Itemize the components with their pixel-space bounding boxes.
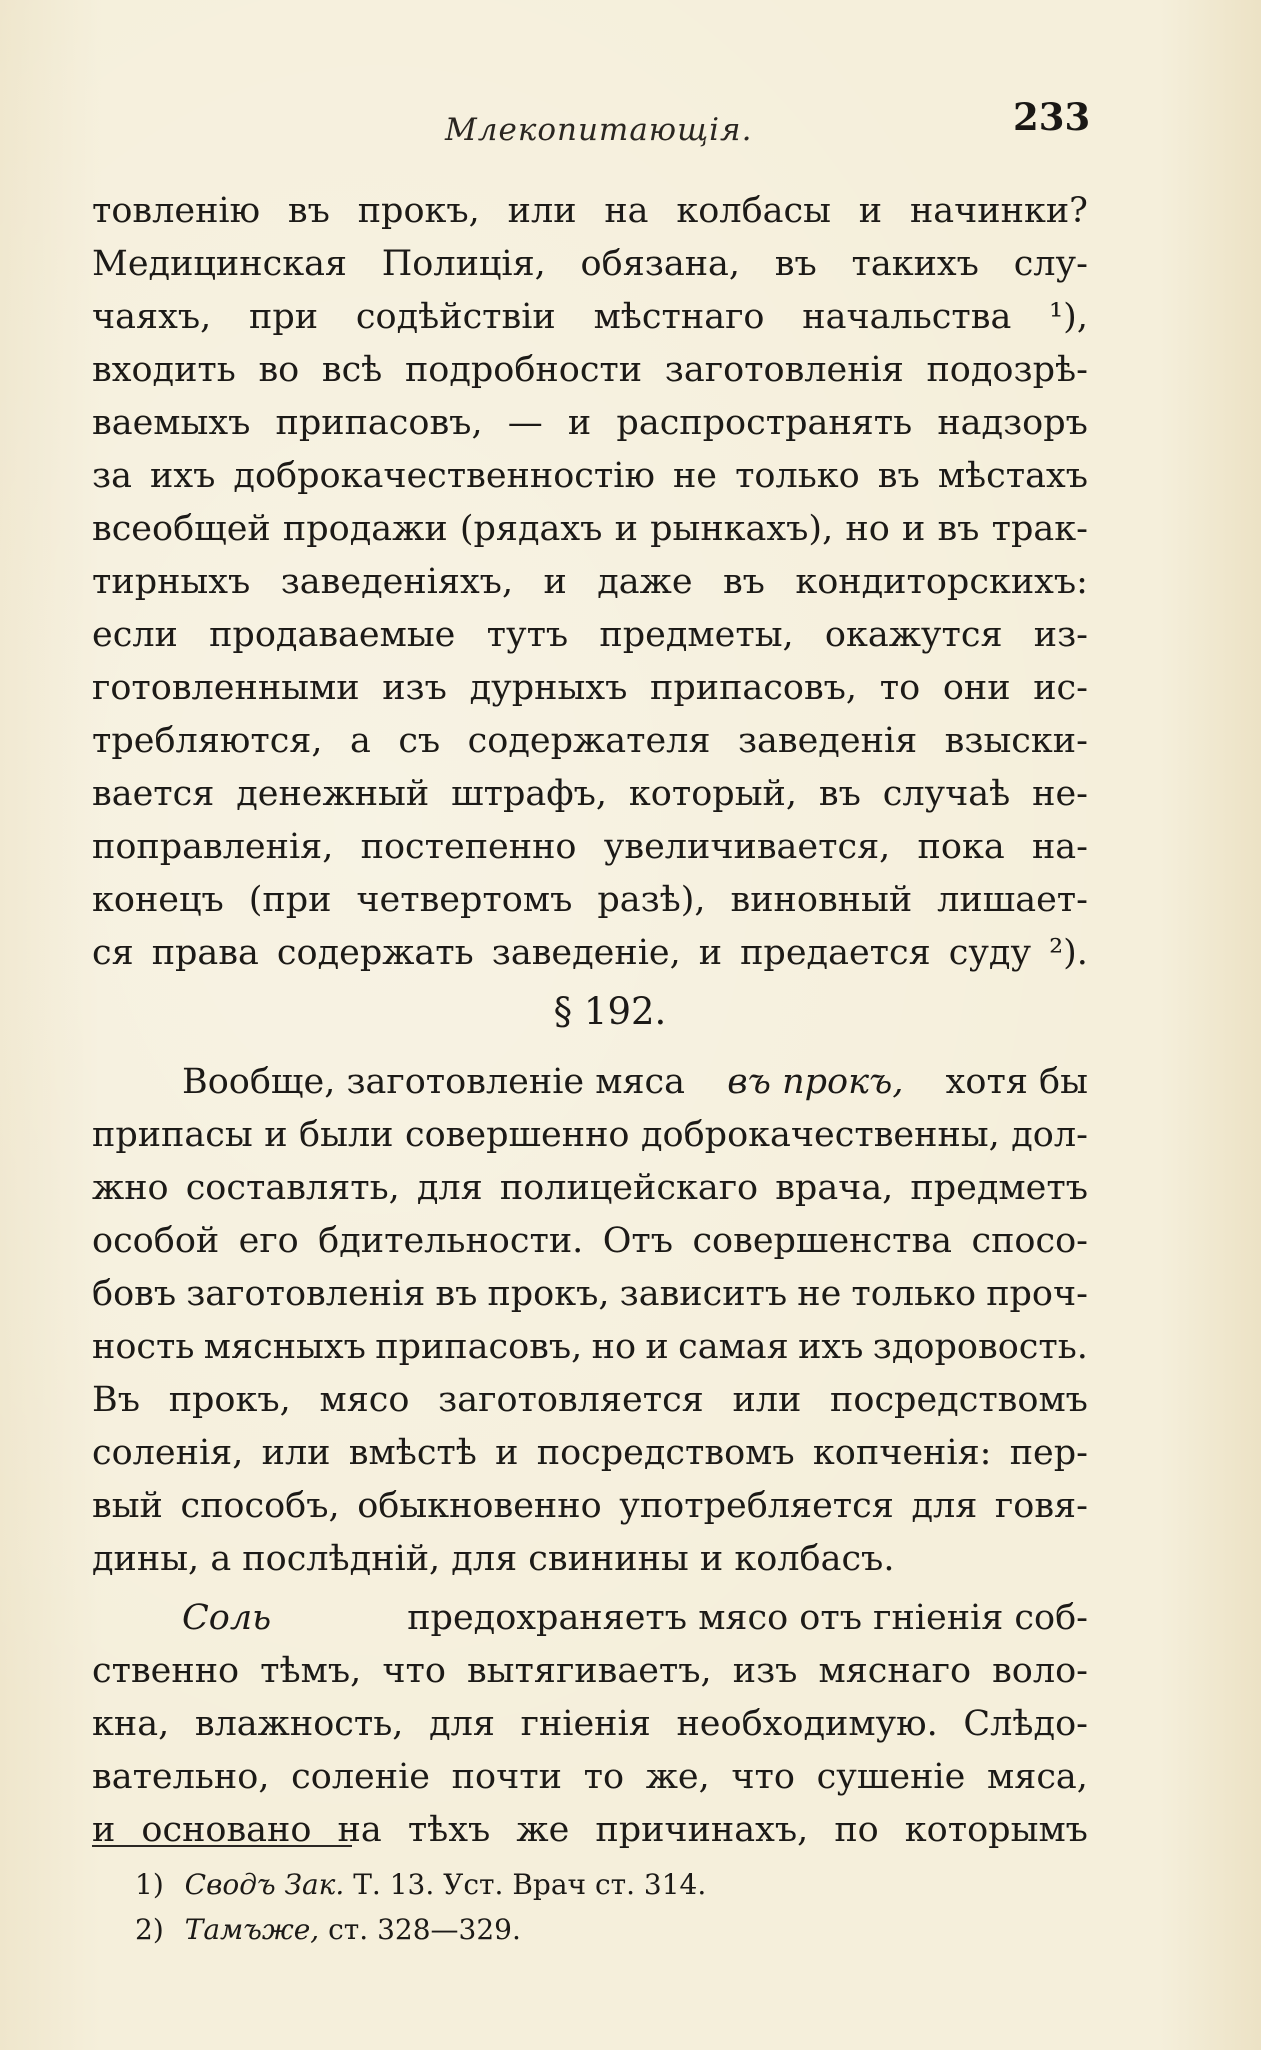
word: ся xyxy=(92,933,134,973)
word: не xyxy=(797,1274,842,1314)
word: но xyxy=(845,509,890,549)
word: предметъ xyxy=(910,1168,1088,1208)
text-line xyxy=(92,768,1088,821)
word: съ xyxy=(398,721,441,761)
word: колбасы xyxy=(676,191,831,231)
word: пер- xyxy=(1009,1433,1088,1473)
word: подробности xyxy=(404,350,643,390)
word: соленіе xyxy=(291,1757,430,1797)
footnote-text: ст. 328—329. xyxy=(328,1913,521,1946)
word: ¹), xyxy=(1049,297,1088,337)
word: въ xyxy=(937,509,980,549)
word: подозрѣ- xyxy=(926,350,1088,390)
word: поправленія, xyxy=(92,827,334,867)
footnote-1 xyxy=(135,1862,935,1907)
word: посредствомъ xyxy=(536,1433,795,1473)
word: же, xyxy=(645,1757,710,1797)
word: чаяхъ, xyxy=(92,297,212,337)
word: продаваемые xyxy=(209,615,456,655)
word: — xyxy=(507,403,543,443)
text-line xyxy=(92,715,1088,768)
word: только xyxy=(735,456,860,496)
word: при xyxy=(249,297,319,337)
word: распространять xyxy=(616,403,913,443)
word: дурныхъ xyxy=(469,668,628,708)
word: необходимую. xyxy=(676,1704,938,1744)
word: воло- xyxy=(992,1651,1088,1691)
running-head: Млекопитающія. xyxy=(445,112,753,148)
word: товленію xyxy=(92,191,261,231)
word: прокъ, xyxy=(487,1274,610,1314)
word: совершенства xyxy=(692,1221,953,1261)
word: и xyxy=(858,191,883,231)
word: а xyxy=(349,721,371,761)
word: были xyxy=(299,1115,394,1155)
word: ность xyxy=(92,1327,195,1367)
word: и xyxy=(698,933,723,973)
word: изъ xyxy=(382,668,447,708)
word: такихъ xyxy=(851,244,979,284)
word: мяса, xyxy=(987,1757,1088,1797)
word: мясо xyxy=(319,1380,410,1420)
text-line xyxy=(92,185,1088,238)
word: тѣмъ, xyxy=(260,1651,362,1691)
word: окажутся xyxy=(824,615,1003,655)
word: полицейскаго xyxy=(499,1168,759,1208)
text-line xyxy=(92,397,1088,450)
word: всеобщей xyxy=(92,509,271,549)
word: ²). xyxy=(1049,933,1088,973)
word: лишает- xyxy=(937,880,1088,920)
text-line xyxy=(92,1645,1088,1698)
text-line xyxy=(92,1268,1088,1321)
word: тѣхъ xyxy=(407,1810,491,1850)
text-line xyxy=(92,450,1088,503)
word: бовъ xyxy=(92,1274,177,1314)
word: гніенія xyxy=(520,1704,651,1744)
word: что xyxy=(731,1757,795,1797)
word: способъ, xyxy=(180,1486,340,1526)
text-line xyxy=(92,344,1088,397)
word: взыски- xyxy=(944,721,1088,761)
text-line xyxy=(92,238,1088,291)
word: они xyxy=(942,668,1011,708)
word: предается xyxy=(740,933,931,973)
word: входить xyxy=(92,350,236,390)
word: и xyxy=(92,1810,116,1850)
word: и xyxy=(567,403,592,443)
word: въ xyxy=(877,456,920,496)
text-line xyxy=(92,1804,1088,1857)
text-line xyxy=(92,1427,1088,1480)
footnotes xyxy=(135,1862,935,1952)
word: же xyxy=(516,1810,570,1850)
word: для xyxy=(429,1704,495,1744)
word: прокъ, xyxy=(357,191,480,231)
word: но xyxy=(591,1327,637,1367)
word: Слѣдо- xyxy=(963,1704,1088,1744)
word: только xyxy=(851,1274,977,1314)
word: Въ xyxy=(92,1380,140,1420)
body-text xyxy=(92,185,1088,1857)
word: проч- xyxy=(986,1274,1088,1314)
footnote-number: 1) xyxy=(135,1868,164,1901)
word: содержателя xyxy=(467,721,711,761)
word: соленія, xyxy=(92,1433,244,1473)
word: тирныхъ xyxy=(92,562,251,602)
word: мѣстахъ xyxy=(937,456,1088,496)
text-span: предохраняетъ мясо отъ гніенія соб- xyxy=(407,1598,1088,1638)
word: обязана, xyxy=(580,244,741,284)
word: заготовленія xyxy=(664,350,904,390)
word: спосо- xyxy=(971,1221,1088,1261)
footnote-number: 2) xyxy=(135,1913,164,1946)
text-line xyxy=(92,1374,1088,1427)
footnote-text: Т. 13. Уст. Врач ст. 314. xyxy=(353,1868,707,1901)
word: (при xyxy=(248,880,332,920)
italic-word: Соль xyxy=(182,1598,272,1638)
text-line xyxy=(92,874,1088,927)
word: или xyxy=(732,1380,802,1420)
word: говя- xyxy=(994,1486,1088,1526)
word: припасы xyxy=(92,1115,253,1155)
word: и xyxy=(495,1433,519,1473)
text-line xyxy=(92,1215,1088,1268)
text-line xyxy=(92,1162,1088,1215)
word: заведенія xyxy=(737,721,918,761)
word: суду xyxy=(948,933,1032,973)
word: и xyxy=(645,1327,669,1367)
word: всѣ xyxy=(321,350,383,390)
word: для xyxy=(911,1486,978,1526)
paragraph-2-first-line xyxy=(92,1056,1088,1109)
word: ихъ xyxy=(150,456,216,496)
word: вый xyxy=(92,1486,163,1526)
word: увеличивается, xyxy=(603,827,891,867)
word: мяснаго xyxy=(818,1651,972,1691)
word: составлять, xyxy=(185,1168,400,1208)
word: даже xyxy=(597,562,693,602)
word: обыкновенно xyxy=(357,1486,602,1526)
word: доброкачественны, xyxy=(640,1115,1000,1155)
word: особой xyxy=(92,1221,220,1261)
paragraph-3 xyxy=(92,1592,1088,1857)
footnote-source: Сводъ Зак. xyxy=(184,1868,345,1901)
word: почти xyxy=(451,1757,562,1797)
word: для xyxy=(416,1168,483,1208)
word: то xyxy=(879,668,921,708)
word: въ xyxy=(722,562,765,602)
word: вательно, xyxy=(92,1757,270,1797)
word: (рядахъ xyxy=(459,509,603,549)
word: вмѣстѣ xyxy=(348,1433,477,1473)
word: готовленными xyxy=(92,668,360,708)
word: заготовленія xyxy=(186,1274,426,1314)
word: рынкахъ), xyxy=(650,509,834,549)
word: Отъ xyxy=(602,1221,674,1261)
word: на xyxy=(604,191,649,231)
word: употребляется xyxy=(619,1486,894,1526)
word: требляются, xyxy=(92,721,323,761)
word: мясныхъ xyxy=(203,1327,366,1367)
word: Медицинская xyxy=(92,244,348,284)
text-span: хотя бы xyxy=(945,1062,1088,1102)
word: во xyxy=(258,350,300,390)
word: совершенно xyxy=(405,1115,630,1155)
word: причинахъ, xyxy=(595,1810,809,1850)
word: припасовъ, xyxy=(375,1327,583,1367)
word: продажи xyxy=(282,509,448,549)
word: зависитъ xyxy=(619,1274,788,1314)
word: посредствомъ xyxy=(830,1380,1088,1420)
word: врача, xyxy=(775,1168,894,1208)
page-number: 233 xyxy=(1013,95,1091,139)
word: и xyxy=(264,1115,288,1155)
footnote-rule xyxy=(92,1845,352,1847)
word: дол- xyxy=(1011,1115,1088,1155)
word: ственно xyxy=(92,1651,240,1691)
word: если xyxy=(92,615,178,655)
text-line xyxy=(92,662,1088,715)
word: копченія: xyxy=(812,1433,992,1473)
word: виновный xyxy=(730,880,913,920)
paragraph-1 xyxy=(92,185,1088,980)
word: не xyxy=(672,456,718,496)
word: постепенно xyxy=(360,827,577,867)
word: за xyxy=(92,456,132,496)
word: ихъ xyxy=(798,1327,864,1367)
word: из- xyxy=(1033,615,1088,655)
word: въ xyxy=(435,1274,478,1314)
italic-phrase: въ прокъ, xyxy=(727,1062,904,1102)
word: его xyxy=(238,1221,299,1261)
text-line xyxy=(92,1533,1088,1586)
word: не- xyxy=(1032,774,1088,814)
word: на- xyxy=(1031,827,1088,867)
word: основано xyxy=(141,1810,312,1850)
footnote-2 xyxy=(135,1907,935,1952)
word: изъ xyxy=(732,1651,798,1691)
word: случаѣ xyxy=(882,774,1011,814)
footnote-source: Тамъже, xyxy=(184,1913,320,1946)
word: доброкачественностію xyxy=(233,456,655,496)
word: трак- xyxy=(991,509,1088,549)
word: четвертомъ xyxy=(356,880,573,920)
word: бдительности. xyxy=(318,1221,584,1261)
word: кна, xyxy=(92,1704,170,1744)
word: заведеніяхъ, xyxy=(280,562,514,602)
word: сушеніе xyxy=(816,1757,966,1797)
word: въ xyxy=(818,774,861,814)
text-line xyxy=(92,1480,1088,1533)
text-span: Вообще, заготовленіе мяса xyxy=(182,1062,686,1102)
word: Полиція, xyxy=(381,244,546,284)
word: припасовъ, xyxy=(650,668,858,708)
text-line xyxy=(92,556,1088,609)
word: жно xyxy=(92,1168,169,1208)
word: права xyxy=(151,933,259,973)
word: ис- xyxy=(1033,668,1088,708)
word: припасовъ, xyxy=(275,403,483,443)
text-span: дины, а послѣдній, для свинины и колбасъ. xyxy=(92,1539,895,1579)
word: начальства xyxy=(802,297,1012,337)
word: штрафъ, xyxy=(451,774,608,814)
word: надзоръ xyxy=(937,403,1088,443)
text-line xyxy=(92,927,1088,980)
word: здоровость. xyxy=(872,1327,1088,1367)
text-line xyxy=(92,1109,1088,1162)
word: заведеніе, xyxy=(491,933,681,973)
word: по xyxy=(834,1810,879,1850)
text-line xyxy=(92,291,1088,344)
word: мѣстнаго xyxy=(593,297,765,337)
word: что xyxy=(382,1651,446,1691)
word: содержать xyxy=(276,933,474,973)
word: заготовляется xyxy=(438,1380,704,1420)
word: денежный xyxy=(236,774,430,814)
word: и xyxy=(614,509,638,549)
text-line xyxy=(92,1751,1088,1804)
word: который, xyxy=(628,774,798,814)
word: ваемыхъ xyxy=(92,403,251,443)
paragraph-2 xyxy=(92,1056,1088,1586)
word: кондиторскихъ: xyxy=(795,562,1088,602)
text-line xyxy=(92,1321,1088,1374)
text-line xyxy=(92,821,1088,874)
word: пока xyxy=(917,827,1005,867)
text-line xyxy=(92,1698,1088,1751)
section-heading: § 192. xyxy=(553,990,667,1033)
word: вытягиваетъ, xyxy=(466,1651,712,1691)
word: на xyxy=(337,1810,382,1850)
word: и xyxy=(543,562,567,602)
word: влажность, xyxy=(194,1704,404,1744)
word: или xyxy=(507,191,577,231)
word: содѣйствіи xyxy=(355,297,556,337)
word: начинки? xyxy=(909,191,1088,231)
paragraph-3-first-line xyxy=(92,1592,1088,1645)
word: въ xyxy=(774,244,817,284)
word: или xyxy=(261,1433,331,1473)
word: самая xyxy=(678,1327,789,1367)
word: конецъ xyxy=(92,880,224,920)
word: вается xyxy=(92,774,215,814)
word: слу- xyxy=(1013,244,1088,284)
word: въ xyxy=(287,191,330,231)
word: которымъ xyxy=(904,1810,1088,1850)
word: предметы, xyxy=(599,615,794,655)
text-line xyxy=(92,609,1088,662)
word: то xyxy=(583,1757,625,1797)
word: прокъ, xyxy=(168,1380,291,1420)
word: разѣ), xyxy=(597,880,706,920)
word: и xyxy=(901,509,926,549)
word: тутъ xyxy=(486,615,569,655)
text-line xyxy=(92,503,1088,556)
